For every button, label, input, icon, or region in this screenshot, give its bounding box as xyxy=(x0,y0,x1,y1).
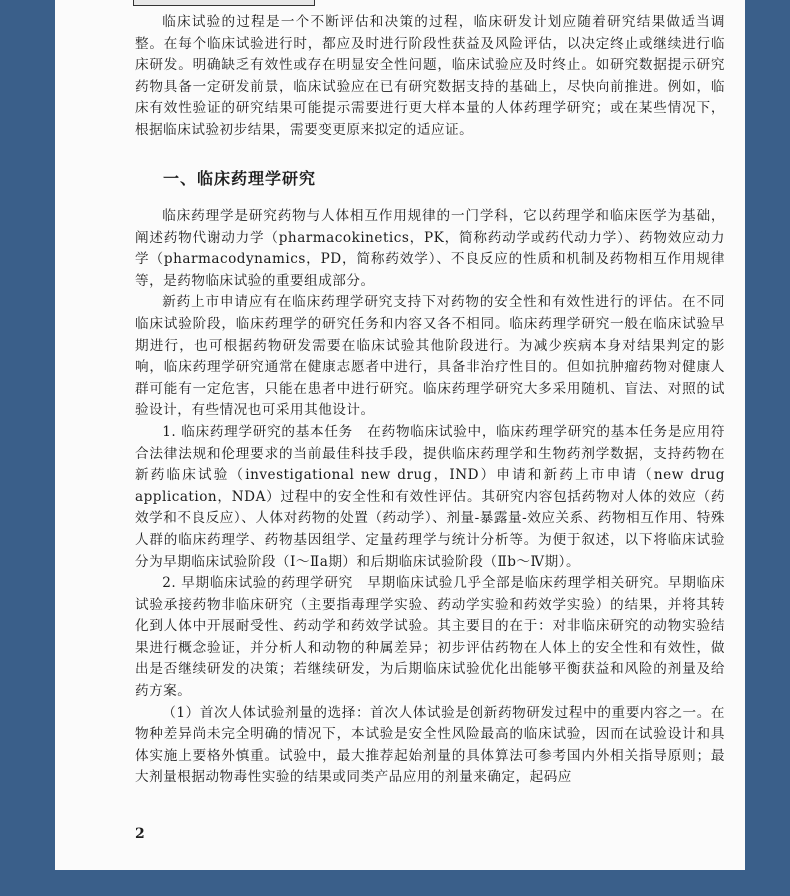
paragraph: 新药上市申请应有在临床药理学研究支持下对药物的安全性和有效性进行的评估。在不同临床试验阶段，临床药理学的研究任务和内容又各不相同。临床药理学研究一般在临床试验早期进行，也可根据药物研发需要在临床试验其他阶段进行。为减少疾病本身对结果判定的影响，临床药理学研究通常在健康志愿者中进行，具备非治疗性目的。但如抗肿瘤药物对健康人群可能有一定危害，只能在患者中进行研究。临床药理学研究大多采用随机、盲法、对照的试验设计，有些情况也可采用其他设计。 xyxy=(135,294,725,419)
paragraph: 临床试验的过程是一个不断评估和决策的过程，临床研发计划应随着研究结果做适当调整。在每个临床试验进行时，都应及时进行阶段性获益及风险评估，以决定终止或继续进行临床研发。明确缺乏有效性或存在明显安全性问题，临床试验应及时终止。如研究数据提示研究药物具备一定研发前景，临床试验应在已有研究数据支持的基础上，尽快向前推进。例如，临床有效性验证的研究结果可能提示需要进行更大样本量的人体药理学研究；或在某些情况下，根据临床试验初步结果，需要变更原来拟定的适应证。 xyxy=(135,14,725,138)
paragraph: 2. 早期临床试验的药理学研究 早期临床试验几乎全部是临床药理学相关研究。早期临床试验承接药物非临床研究（主要指毒理学实验、药动学实验和药效学实验）的结果，并将其转化到人体中开展耐受性、药动学和药效学试验。其主要目的在于：对非临床研究的动物实验结果进行概念验证，并分析人和动物的种属差异；初步评估药物在人体上的安全性和有效性，做出是否继续研发的决策；若继续研发，为后期临床试验优化出能够平衡获益和风险的剂量及给药方案。 xyxy=(135,575,725,700)
top-frame-edge xyxy=(133,0,315,6)
body-text-block xyxy=(135,206,725,789)
intro-text-block xyxy=(135,12,725,142)
page-number: 2 xyxy=(135,826,145,842)
paragraph: 临床药理学是研究药物与人体相互作用规律的一门学科，它以药理学和临床医学为基础，阐述药物代谢动力学（pharmacokinetics，PK，简称药动学或药代动力学）、药物效应动力学（pharmacodynamics，PD，简称药效学）、不良反应的性质和机制及药物相互作用规律等，是药物临床试验的重要组成部分。 xyxy=(135,208,725,289)
paragraph: （1）首次人体试验剂量的选择：首次人体试验是创新药物研发过程中的重要内容之一。在物种差异尚未完全明确的情况下，本试验是安全性风险最高的临床试验，因而在试验设计和具体实施上要格外慎重。试验中，最大推荐起始剂量的具体算法可参考国内外相关指导原则；最大剂量根据动物毒性实验的结果或同类产品应用的剂量来确定，起码应 xyxy=(135,704,725,786)
paragraph: 1. 临床药理学研究的基本任务 在药物临床试验中，临床药理学研究的基本任务是应用符合法律法规和伦理要求的当前最佳科技手段，提供临床药理学和生物药剂学数据，支持药物在新药临床试验（investigational new drug，IND）申请和新药上市申请（new drug application，NDA）过程中的安全性和有效性评估。其研究内容包括药物对人体的效应（药效学和不良反应）、人体对药物的处置（药动学）、剂量-暴露量-效应关系、药物相互作用、特殊人群的临床药理学、药物基因组学、定量药理学与统计分析等。为便于叙述，以下将临床试验分为早期临床试验阶段（Ⅰ～Ⅱa期）和后期临床试验阶段（Ⅱb～Ⅳ期）。 xyxy=(135,423,725,570)
section-heading: 一、临床药理学研究 xyxy=(163,169,317,188)
document-page xyxy=(55,0,745,870)
